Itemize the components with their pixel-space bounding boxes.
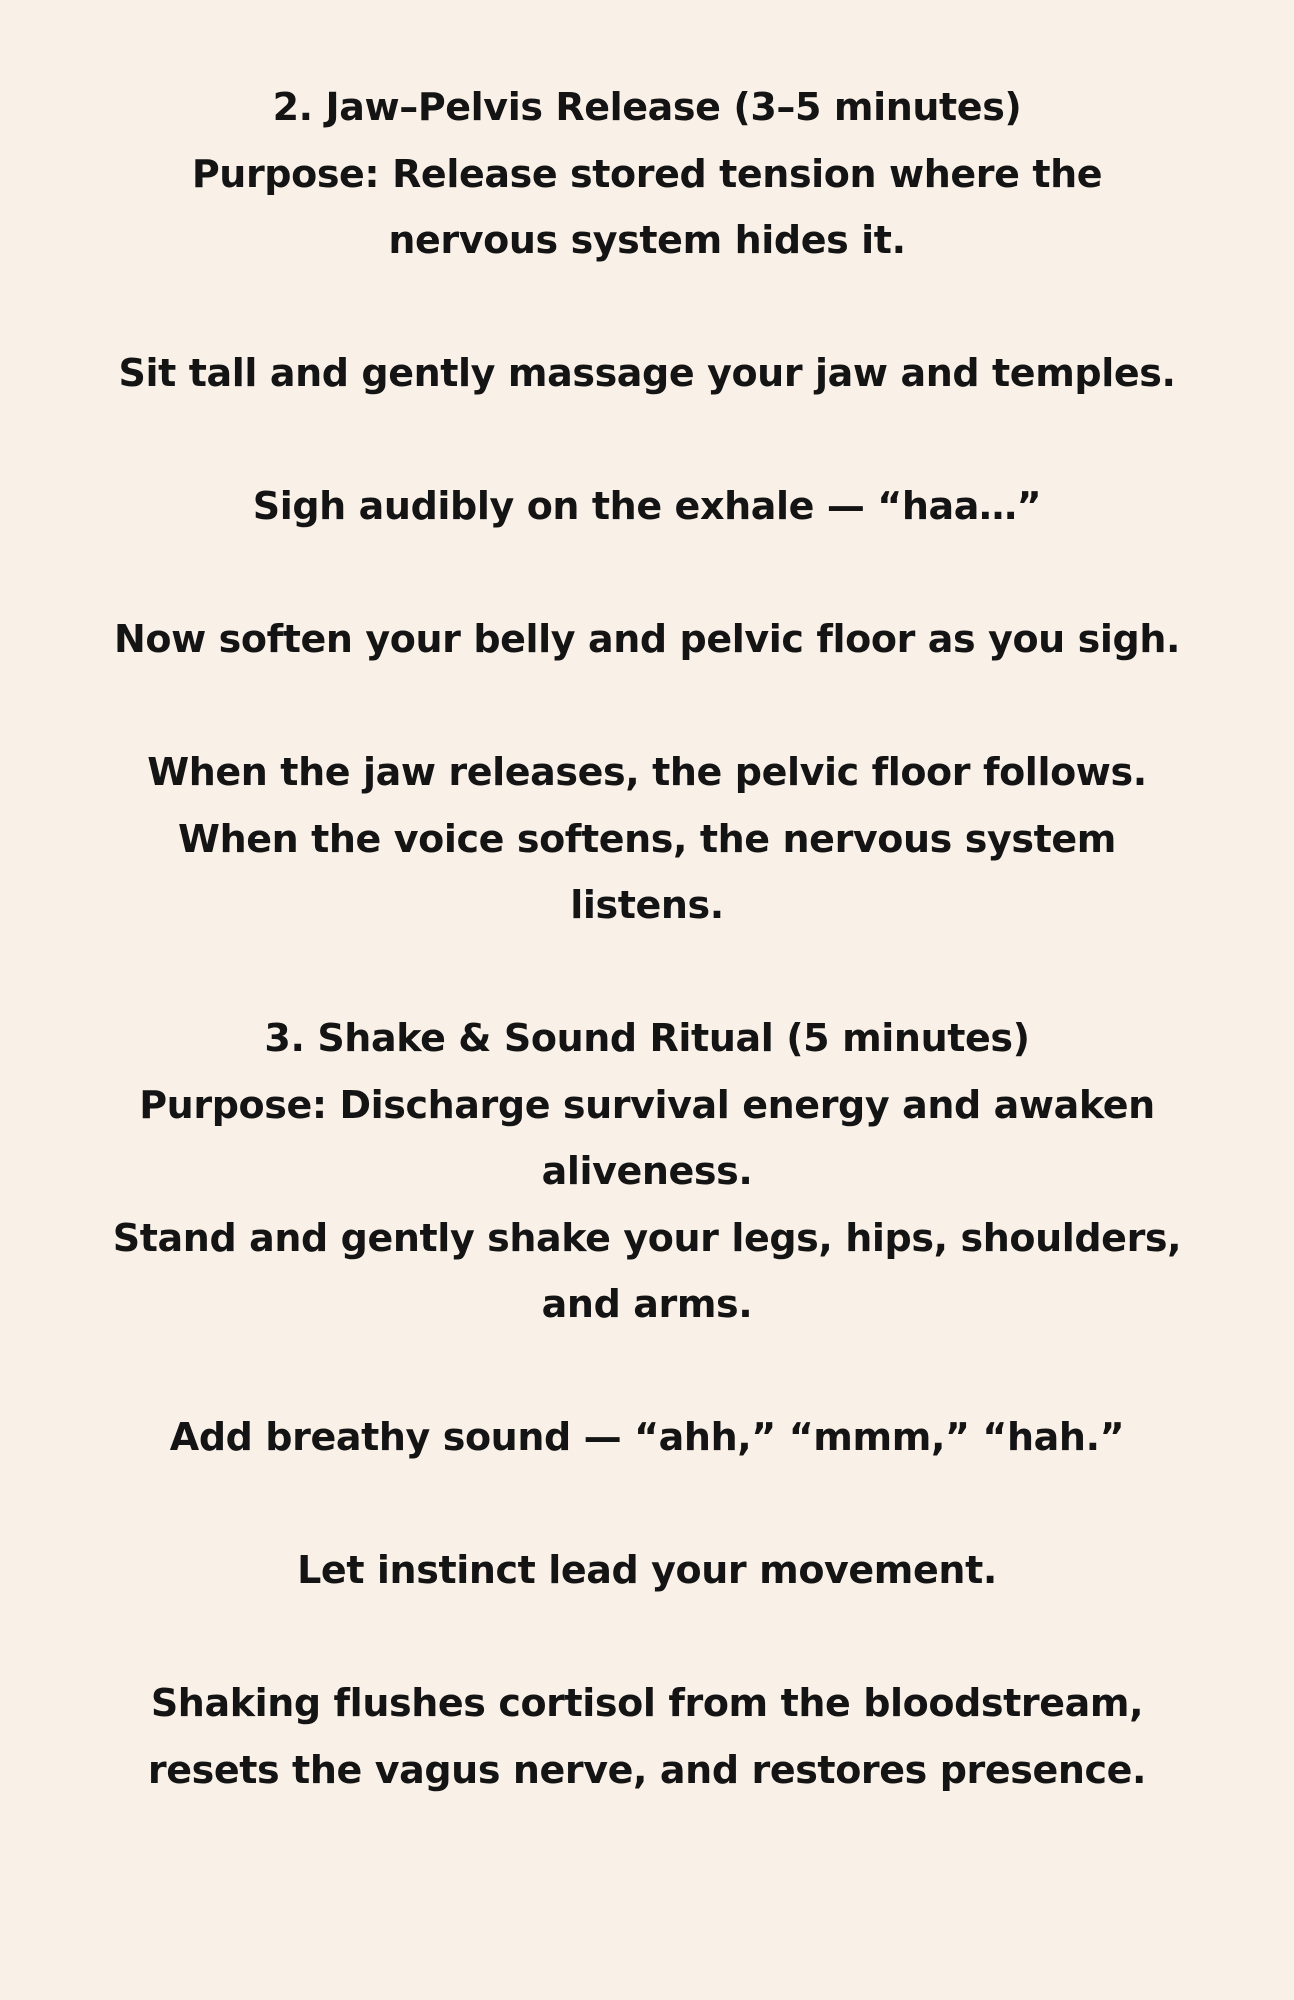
insight-text: resets the vagus nerve, and restores presence. — [147, 1747, 1147, 1792]
instruction-step: Sit tall and gently massage your jaw and temples. — [118, 351, 1176, 395]
paragraph-gap — [0, 274, 1294, 341]
paragraph-gap — [0, 1338, 1294, 1405]
instruction-step: Let instinct lead your movement. — [297, 1548, 997, 1592]
insight-text: Shaking flushes cortisol from the bloodstream, — [150, 1681, 1144, 1725]
instruction-step: and arms. — [541, 1282, 753, 1326]
section-gap — [0, 939, 1294, 1006]
instruction-step: Add breathy sound — “ahh,” “mmm,” “hah.” — [169, 1415, 1125, 1459]
instruction-step: Sigh audibly on the exhale — “haa…” — [252, 484, 1042, 528]
paragraph-gap — [0, 1471, 1294, 1538]
insight-text: listens. — [570, 883, 724, 927]
instruction-step: Now soften your belly and pelvic floor as you sigh. — [113, 617, 1181, 661]
section-purpose: Purpose: Release stored tension where the — [191, 151, 1103, 196]
section-purpose: aliveness. — [541, 1149, 753, 1193]
insight-text: When the jaw releases, the pelvic floor follows. — [147, 750, 1147, 794]
section-jaw-pelvis-release — [0, 74, 1294, 939]
instruction-step: Stand and gently shake your legs, hips, shoulders, — [112, 1215, 1182, 1260]
paragraph-gap — [0, 673, 1294, 740]
paragraph-gap — [0, 540, 1294, 607]
section-title: 2. Jaw–Pelvis Release (3–5 minutes) — [272, 85, 1022, 129]
section-purpose: Purpose: Discharge survival energy and awaken — [139, 1082, 1155, 1127]
section-title: 3. Shake & Sound Ritual (5 minutes) — [264, 1016, 1030, 1060]
paragraph-gap — [0, 407, 1294, 474]
insight-text: When the voice softens, the nervous system — [178, 816, 1116, 861]
paragraph-gap — [0, 1604, 1294, 1671]
section-purpose: nervous system hides it. — [388, 218, 906, 262]
section-shake-sound-ritual — [0, 1005, 1294, 1803]
